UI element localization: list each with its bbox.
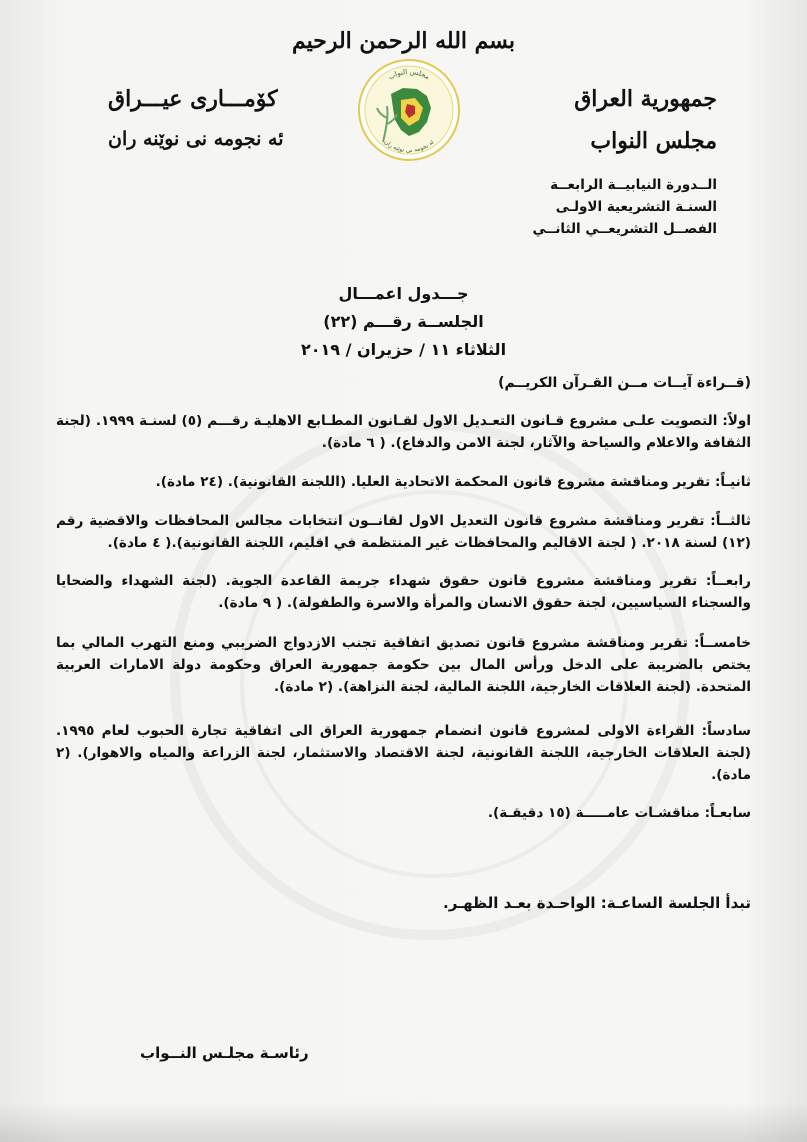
basmala: بسم الله الرحمن الرحيم	[291, 28, 516, 54]
agenda-item-2: ثانيـاً: تقرير ومناقشة مشروع قانون المحكمة الاتحادية العليا. (اللجنة القانونية). (٢٤ مادة).	[155, 474, 751, 490]
agenda-title: جـــدول اعمـــال	[338, 284, 469, 303]
agenda-item-5: خامســاً: تقرير ومناقشة مشروع قانون تصديق اتفاقية تجنب الازدواج الضريبي ومنع التهرب المالي بما يختص بالضريبة على الدخل ورأس المال بين حكومة جمهورية العراق وحكومة دولة الامارات العربية المتحدة. (لجنة العلاقات الخارجية، اللجنة المالية، لجنة النزاهة). (٢ مادة).	[56, 635, 751, 695]
header-council-arabic: مجلس النواب	[590, 128, 717, 154]
page-bottom-shadow	[0, 1102, 807, 1142]
parliament-logo	[357, 58, 461, 162]
session-legislative-year: السنـة التشريعية الاولـى	[555, 199, 717, 215]
agenda-item-4: رابعــاً: تقرير ومناقشة مشروع قانون حقوق شهداء جريمة القاعدة الجوية. (لجنة الشهداء والضحايا والسجناء السياسيين، لجنة حقوق الانسان والمرأة والاسرة والطفولة). ( ٩ مادة).	[56, 573, 751, 611]
agenda-session-number: الجلســة رقـــم (٢٢)	[323, 312, 484, 331]
agenda-item-6: سادساً: القراءة الاولى لمشروع قانون انضمام جمهورية العراق الى اتفاقية تجارة الحبوب لعام ١٩٩٥. (لجنة العلاقات الخارجية، اللجنة القانونية، لجنة الاقتصاد والاستثمار، لجنة الزراعة والمياه والاهوار). (٢ مادة).	[56, 723, 751, 783]
session-term: الــدورة النيابيــة الرابعــة	[550, 177, 717, 193]
agenda-item-1: اولاً: التصويت علـى مشروع قـانون التعـديل الاول لقـانون المطـابع الاهليـة رقـــم (٥) لسنـة ١٩٩٩. (لجنة الثقافة والاعلام والسياحة والآثار، لجنة الامن والدفاع). ( ٦ مادة).	[56, 413, 751, 451]
header-country-kurdish: كۆمـــارى عيـــراق	[108, 86, 278, 112]
logo-text-top: مجلس النواب	[387, 67, 431, 82]
logo-text-bottom: ئه نجومه نى نوێنه ران	[382, 138, 436, 155]
agenda-item-3: ثالثــاً: تقرير ومناقشة مشروع قانون التعديل الاول لقانــون انتخابات مجالس المحافظات والاقضية رقم (١٢) لسنة ٢٠١٨. ( لجنة الاقاليم والمحافظات غير المنتظمة في اقليم، اللجنة القانونية).( ٤ مادة).	[56, 513, 751, 551]
header-council-kurdish: ئه نجومه نى نوێنه ران	[108, 128, 284, 150]
quran-reading: (قــراءة آيــات مــن القـرآن الكريــم)	[498, 375, 751, 391]
session-start-time: تبدأ الجلسة الساعـة: الواحـدة بعـد الظهـر.	[443, 894, 751, 912]
header-country-arabic: جمهورية العراق	[574, 86, 717, 112]
session-legislative-term: الفصــل التشريعــي الثانــي	[532, 221, 717, 237]
agenda-item-7: سابعـاً: مناقشـات عامـــــة (١٥ دقيقـة).	[487, 805, 751, 821]
signature-presidency: رئاسـة مجلـس النــواب	[140, 1044, 309, 1062]
agenda-date: الثلاثاء ١١ / حزيران / ٢٠١٩	[300, 340, 507, 359]
session-info	[532, 174, 717, 240]
